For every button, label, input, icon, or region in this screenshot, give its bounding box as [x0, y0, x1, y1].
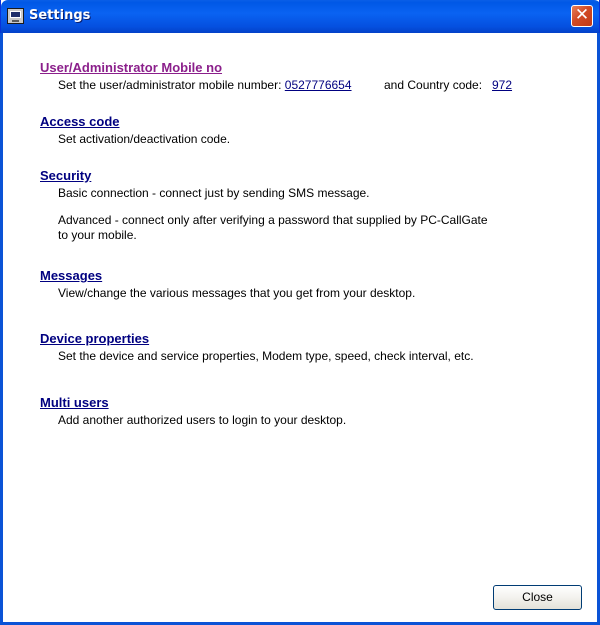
messages-section: [40, 267, 102, 285]
mobile-description-row: [58, 78, 578, 93]
multi-users-section: [40, 394, 109, 412]
app-computer-icon: [7, 8, 24, 24]
security-advanced-description-line2: to your mobile.: [58, 228, 137, 242]
device-section: [40, 330, 149, 348]
security-advanced-description-line1: Advanced - connect only after verifying a password that supplied by PC-CallGate: [58, 213, 488, 227]
window-left-border: [0, 33, 3, 625]
security-basic-description: Basic connection - connect just by sending SMS message.: [58, 186, 370, 200]
close-icon[interactable]: ✕: [571, 5, 593, 27]
mobile-section: [40, 59, 222, 77]
security-section: [40, 167, 91, 185]
access-code-heading-link[interactable]: Access code: [40, 114, 120, 129]
multi-users-description: Add another authorized users to login to your desktop.: [58, 413, 347, 427]
mobile-desc-text: Set the user/administrator mobile number:: [58, 78, 282, 92]
security-heading-link[interactable]: Security: [40, 168, 92, 183]
device-properties-heading-link[interactable]: Device properties: [40, 331, 150, 346]
stand-shape: [12, 20, 19, 22]
device-properties-description: Set the device and service properties, Modem type, speed, check interval, etc.: [58, 349, 474, 363]
title-bar[interactable]: [1, 0, 600, 33]
country-code-label: and Country code:: [384, 78, 483, 92]
window-title: Settings: [29, 8, 91, 23]
messages-description: View/change the various messages that you get from your desktop.: [58, 286, 416, 300]
mobile-number-link[interactable]: 0527776654: [284, 78, 352, 92]
screen-shape: [10, 11, 21, 18]
access-section: [40, 113, 120, 131]
messages-heading-link[interactable]: Messages: [40, 268, 103, 283]
close-button[interactable]: Close: [493, 585, 582, 610]
access-code-description: Set activation/deactivation code.: [58, 132, 231, 146]
multi-users-heading-link[interactable]: Multi users: [40, 395, 109, 410]
mobile-heading-link[interactable]: User/Administrator Mobile no: [40, 60, 223, 75]
country-code-link[interactable]: 972: [492, 78, 513, 92]
